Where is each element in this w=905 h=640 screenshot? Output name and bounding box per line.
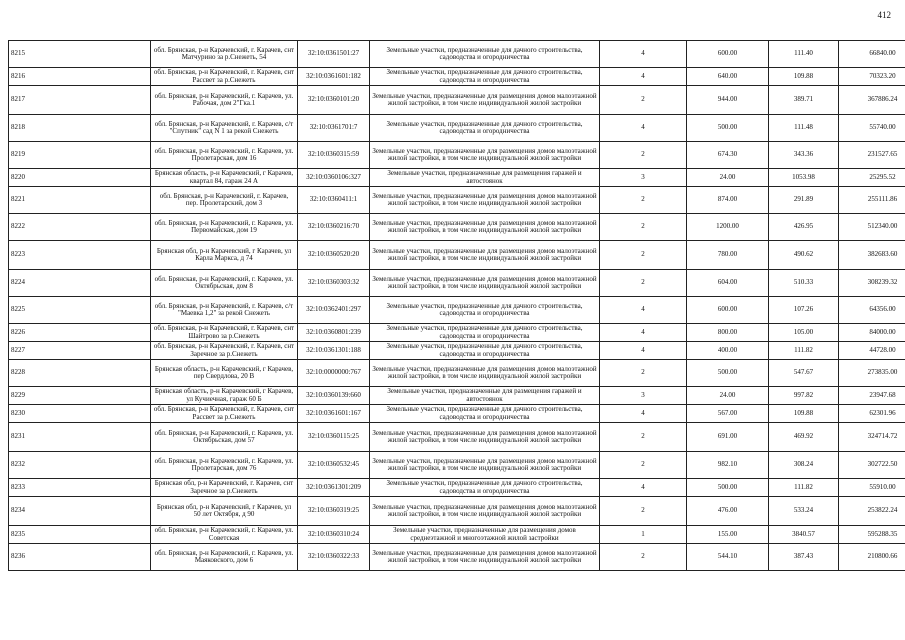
- land-use-cell: Земельные участки, предназначенные для размещения домов малоэтажной жилой застройки, в том числе индивидуальной жилой застройки: [370, 187, 600, 214]
- cadastral-number-cell: 32:10:0360520:20: [298, 241, 370, 270]
- specific-value-cell: 109.88: [769, 405, 839, 423]
- address-cell: обл. Брянская, р-н Карачевский, г. Карачев, снт Заречное за р.Снежеть: [151, 342, 298, 360]
- address-cell: обл. Брянская, р-н Карачевский, г. Карачев, ул. Маяковского, дом 6: [151, 544, 298, 571]
- table-row: [9, 544, 905, 571]
- cadastral-value-cell: 308239.32: [839, 270, 905, 297]
- land-use-cell: Земельные участки, предназначенные для размещения домов малоэтажной жилой застройки, в том числе индивидуальной жилой застройки: [370, 241, 600, 270]
- address-cell: обл. Брянская, р-н Карачевский, г. Карачев, ул. Пролетарская, дом 76: [151, 452, 298, 479]
- address-cell: обл. Брянская, р-н Карачевский, г. Карачев, ул. Октябрьская, дом 8: [151, 270, 298, 297]
- land-use-cell: Земельные участки, предназначенные для размещения домов малоэтажной жилой застройки, в том числе индивидуальной жилой застройки: [370, 142, 600, 169]
- table-row: [9, 86, 905, 115]
- group-cell: 4: [600, 405, 687, 423]
- specific-value-cell: 109.88: [769, 68, 839, 86]
- table-row: [9, 405, 905, 423]
- cadastral-value-cell: 253822.24: [839, 497, 905, 526]
- group-cell: 2: [600, 241, 687, 270]
- cadastral-number-cell: 32:10:0362401:297: [298, 297, 370, 324]
- land-use-cell: Земельные участки, предназначенные для размещения домов среднеэтажной и многоэтажной жилой застройки: [370, 526, 600, 544]
- specific-value-cell: 111.48: [769, 115, 839, 142]
- area-cell: 500.00: [687, 360, 769, 387]
- group-cell: 2: [600, 452, 687, 479]
- group-cell: 2: [600, 497, 687, 526]
- cadastral-value-cell: 231527.65: [839, 142, 905, 169]
- cadastral-value-cell: 66840.00: [839, 41, 905, 68]
- group-cell: 4: [600, 115, 687, 142]
- address-cell: обл. Брянская, р-н Карачевский, г. Карачев, ул. Советская: [151, 526, 298, 544]
- row-number: 8223: [9, 241, 151, 270]
- table-row: [9, 452, 905, 479]
- row-number: 8231: [9, 423, 151, 452]
- specific-value-cell: 308.24: [769, 452, 839, 479]
- cadastral-value-table: [8, 40, 905, 571]
- specific-value-cell: 389.71: [769, 86, 839, 115]
- land-use-cell: Земельные участки, предназначенные для размещения домов малоэтажной жилой застройки, в том числе индивидуальной жилой застройки: [370, 214, 600, 241]
- group-cell: 4: [600, 297, 687, 324]
- cadastral-value-cell: 55740.00: [839, 115, 905, 142]
- cadastral-value-cell: 64356.00: [839, 297, 905, 324]
- group-cell: 2: [600, 360, 687, 387]
- row-number: 8236: [9, 544, 151, 571]
- address-cell: обл. Брянская, р-н Карачевский, г. Карачев, снт Рассвет за р.Снежеть: [151, 405, 298, 423]
- row-number: 8224: [9, 270, 151, 297]
- specific-value-cell: 111.40: [769, 41, 839, 68]
- address-cell: Брянская обл, р-н Карачевский, г. Карачев, снт Заречное за р.Снежеть: [151, 479, 298, 497]
- specific-value-cell: 426.95: [769, 214, 839, 241]
- cadastral-number-cell: 32:10:0360322:33: [298, 544, 370, 571]
- cadastral-value-cell: 273835.00: [839, 360, 905, 387]
- address-cell: обл. Брянская, р-н Карачевский, г. Карачев, ул. Пролетарская, дом 16: [151, 142, 298, 169]
- row-number: 8232: [9, 452, 151, 479]
- area-cell: 24.00: [687, 169, 769, 187]
- specific-value-cell: 533.24: [769, 497, 839, 526]
- specific-value-cell: 469.92: [769, 423, 839, 452]
- cadastral-value-cell: 367886.24: [839, 86, 905, 115]
- cadastral-number-cell: 32:10:0360303:32: [298, 270, 370, 297]
- land-use-cell: Земельные участки, предназначенные для размещения домов малоэтажной жилой застройки, в том числе индивидуальной жилой застройки: [370, 360, 600, 387]
- cadastral-value-cell: 210800.66: [839, 544, 905, 571]
- cadastral-number-cell: 32:10:0361301:209: [298, 479, 370, 497]
- cadastral-number-cell: 32:10:0361601:167: [298, 405, 370, 423]
- row-number: 8233: [9, 479, 151, 497]
- specific-value-cell: 547.67: [769, 360, 839, 387]
- land-use-cell: Земельные участки, предназначенные для дачного строительства, садоводства и огородничества: [370, 115, 600, 142]
- address-cell: Брянская область, р-н Карачевский, г Карачев, пер Свердлова, 20 В: [151, 360, 298, 387]
- row-number: 8230: [9, 405, 151, 423]
- group-cell: 2: [600, 187, 687, 214]
- cadastral-number-cell: 32:10:0361701:7: [298, 115, 370, 142]
- cadastral-number-cell: 32:10:0000000:767: [298, 360, 370, 387]
- specific-value-cell: 291.89: [769, 187, 839, 214]
- group-cell: 4: [600, 479, 687, 497]
- land-use-cell: Земельные участки, предназначенные для размещения домов малоэтажной жилой застройки, в том числе индивидуальной жилой застройки: [370, 497, 600, 526]
- address-cell: обл. Брянская, р-н Карачевский, г. Карачев, ул. Октябрьская, дом 57: [151, 423, 298, 452]
- address-cell: обл. Брянская, р-н Карачевский, г. Карачев, снт Рассвет за р.Снежеть: [151, 68, 298, 86]
- cadastral-value-cell: 595288.35: [839, 526, 905, 544]
- land-use-cell: Земельные участки, предназначенные для размещения домов малоэтажной жилой застройки, в том числе индивидуальной жилой застройки: [370, 452, 600, 479]
- row-number: 8219: [9, 142, 151, 169]
- specific-value-cell: 490.62: [769, 241, 839, 270]
- land-use-cell: Земельные участки, предназначенные для дачного строительства, садоводства и огородничества: [370, 342, 600, 360]
- table-row: [9, 241, 905, 270]
- specific-value-cell: 107.26: [769, 297, 839, 324]
- table-row: [9, 169, 905, 187]
- table-row: [9, 115, 905, 142]
- area-cell: 476.00: [687, 497, 769, 526]
- area-cell: 640.00: [687, 68, 769, 86]
- area-cell: 500.00: [687, 115, 769, 142]
- cadastral-value-cell: 84000.00: [839, 324, 905, 342]
- specific-value-cell: 1053.98: [769, 169, 839, 187]
- cadastral-number-cell: 32:10:0360139:660: [298, 387, 370, 405]
- address-cell: обл. Брянская, р-н Карачевский, г. Карачев, с/т "Спутник" сад N 1 за рекой Снежеть: [151, 115, 298, 142]
- area-cell: 1200.00: [687, 214, 769, 241]
- cadastral-number-cell: 32:10:0361601:182: [298, 68, 370, 86]
- cadastral-number-cell: 32:10:0360319:25: [298, 497, 370, 526]
- area-cell: 674.30: [687, 142, 769, 169]
- table-row: [9, 214, 905, 241]
- area-cell: 604.00: [687, 270, 769, 297]
- cadastral-number-cell: 32:10:0360115:25: [298, 423, 370, 452]
- address-cell: обл. Брянская, р-н Карачевский, г. Карачев, с/т "Маевка 1,2" за рекой Снежеть: [151, 297, 298, 324]
- table-row: [9, 526, 905, 544]
- area-cell: 780.00: [687, 241, 769, 270]
- table-row: [9, 342, 905, 360]
- address-cell: обл. Брянская, р-н Карачевский, г. Карачев, ул. Рабочая, дом 2"Гка.1: [151, 86, 298, 115]
- cadastral-value-cell: 55910.00: [839, 479, 905, 497]
- address-cell: Брянская область, р-н Карачевский, г Карачев, квартал 84, гараж 24 А: [151, 169, 298, 187]
- area-cell: 544.10: [687, 544, 769, 571]
- area-cell: 155.00: [687, 526, 769, 544]
- group-cell: 1: [600, 526, 687, 544]
- cadastral-value-cell: 302722.50: [839, 452, 905, 479]
- group-cell: 2: [600, 214, 687, 241]
- cadastral-number-cell: 32:10:0360532:45: [298, 452, 370, 479]
- table-row: [9, 423, 905, 452]
- cadastral-number-cell: 32:10:0360216:70: [298, 214, 370, 241]
- table-row: [9, 497, 905, 526]
- land-use-cell: Земельные участки, предназначенные для размещения гаражей и автостоянок: [370, 387, 600, 405]
- group-cell: 2: [600, 142, 687, 169]
- cadastral-number-cell: 32:10:0360310:24: [298, 526, 370, 544]
- cadastral-number-cell: 32:10:0360101:20: [298, 86, 370, 115]
- land-use-cell: Земельные участки, предназначенные для дачного строительства, садоводства и огородничества: [370, 41, 600, 68]
- table-row: [9, 270, 905, 297]
- row-number: 8229: [9, 387, 151, 405]
- table-row: [9, 324, 905, 342]
- address-cell: обл. Брянская, р-н Карачевский, г. Карачев, пер. Пролетарский, дом 3: [151, 187, 298, 214]
- address-cell: Брянская обл, р-н Карачевский, г Карачев, ул 50 лет Октября, д 90: [151, 497, 298, 526]
- row-number: 8222: [9, 214, 151, 241]
- land-use-cell: Земельные участки, предназначенные для размещения домов малоэтажной жилой застройки, в том числе индивидуальной жилой застройки: [370, 86, 600, 115]
- area-cell: 600.00: [687, 41, 769, 68]
- address-cell: обл. Брянская, р-н Карачевский, г. Карачев, ул. Первомайская, дом 19: [151, 214, 298, 241]
- row-number: 8225: [9, 297, 151, 324]
- group-cell: 4: [600, 342, 687, 360]
- row-number: 8220: [9, 169, 151, 187]
- specific-value-cell: 111.82: [769, 342, 839, 360]
- area-cell: 24.00: [687, 387, 769, 405]
- area-cell: 400.00: [687, 342, 769, 360]
- group-cell: 2: [600, 270, 687, 297]
- cadastral-value-cell: 44728.00: [839, 342, 905, 360]
- land-use-cell: Земельные участки, предназначенные для размещения домов малоэтажной жилой застройки, в том числе индивидуальной жилой застройки: [370, 423, 600, 452]
- cadastral-number-cell: 32:10:0360106:327: [298, 169, 370, 187]
- land-use-cell: Земельные участки, предназначенные для дачного строительства, садоводства и огородничества: [370, 68, 600, 86]
- area-cell: 600.00: [687, 297, 769, 324]
- row-number: 8235: [9, 526, 151, 544]
- table-row: [9, 68, 905, 86]
- group-cell: 2: [600, 423, 687, 452]
- cadastral-number-cell: 32:10:0360411:1: [298, 187, 370, 214]
- row-number: 8218: [9, 115, 151, 142]
- cadastral-value-cell: 382683.60: [839, 241, 905, 270]
- land-use-cell: Земельные участки, предназначенные для размещения домов малоэтажной жилой застройки, в том числе индивидуальной жилой застройки: [370, 544, 600, 571]
- group-cell: 2: [600, 544, 687, 571]
- area-cell: 691.00: [687, 423, 769, 452]
- group-cell: 3: [600, 387, 687, 405]
- address-cell: обл. Брянская, р-н Карачевский, г. Карачев, снт Шайтрово за р.Снежеть: [151, 324, 298, 342]
- table-row: [9, 142, 905, 169]
- land-use-cell: Земельные участки, предназначенные для дачного строительства, садоводства и огородничества: [370, 324, 600, 342]
- table-row: [9, 479, 905, 497]
- table-row: [9, 187, 905, 214]
- specific-value-cell: 387.43: [769, 544, 839, 571]
- specific-value-cell: 997.82: [769, 387, 839, 405]
- land-use-cell: Земельные участки, предназначенные для дачного строительства, садоводства и огородничества: [370, 479, 600, 497]
- table-row: [9, 297, 905, 324]
- page-number: 412: [877, 10, 891, 20]
- cadastral-number-cell: 32:10:0360801:239: [298, 324, 370, 342]
- table-row: [9, 387, 905, 405]
- specific-value-cell: 105.00: [769, 324, 839, 342]
- specific-value-cell: 111.82: [769, 479, 839, 497]
- row-number: 8215: [9, 41, 151, 68]
- cadastral-value-cell: 70323.20: [839, 68, 905, 86]
- cadastral-number-cell: 32:10:0361501:27: [298, 41, 370, 68]
- row-number: 8228: [9, 360, 151, 387]
- address-cell: обл. Брянская, р-н Карачевский, г. Карачев, снт Матчурино за р.Снежеть, 54: [151, 41, 298, 68]
- cadastral-value-cell: 25295.52: [839, 169, 905, 187]
- area-cell: 567.00: [687, 405, 769, 423]
- cadastral-value-cell: 62301.96: [839, 405, 905, 423]
- row-number: 8227: [9, 342, 151, 360]
- land-use-cell: Земельные участки, предназначенные для дачного строительства, садоводства и огородничества: [370, 405, 600, 423]
- area-cell: 944.00: [687, 86, 769, 115]
- address-cell: Брянская область, р-н Карачевский, г Карачев, ул Кучиечная, гараж 60 Б: [151, 387, 298, 405]
- address-cell: Брянская обл, р-н Карачевский, г Карачев, ул Карла Маркса, д 74: [151, 241, 298, 270]
- table-row: [9, 41, 905, 68]
- group-cell: 4: [600, 41, 687, 68]
- specific-value-cell: 3840.57: [769, 526, 839, 544]
- row-number: 8234: [9, 497, 151, 526]
- group-cell: 2: [600, 86, 687, 115]
- table-row: [9, 360, 905, 387]
- row-number: 8221: [9, 187, 151, 214]
- land-use-cell: Земельные участки, предназначенные для размещения домов малоэтажной жилой застройки, в том числе индивидуальной жилой застройки: [370, 270, 600, 297]
- area-cell: 800.00: [687, 324, 769, 342]
- area-cell: 982.10: [687, 452, 769, 479]
- row-number: 8226: [9, 324, 151, 342]
- cadastral-value-cell: 512340.00: [839, 214, 905, 241]
- specific-value-cell: 510.33: [769, 270, 839, 297]
- group-cell: 4: [600, 68, 687, 86]
- cadastral-value-cell: 324714.72: [839, 423, 905, 452]
- row-number: 8217: [9, 86, 151, 115]
- area-cell: 500.00: [687, 479, 769, 497]
- row-number: 8216: [9, 68, 151, 86]
- group-cell: 3: [600, 169, 687, 187]
- cadastral-number-cell: 32:10:0361301:188: [298, 342, 370, 360]
- specific-value-cell: 343.36: [769, 142, 839, 169]
- area-cell: 874.00: [687, 187, 769, 214]
- land-use-cell: Земельные участки, предназначенные для размещения гаражей и автостоянок: [370, 169, 600, 187]
- cadastral-number-cell: 32:10:0360315:59: [298, 142, 370, 169]
- group-cell: 4: [600, 324, 687, 342]
- cadastral-value-cell: 23947.68: [839, 387, 905, 405]
- land-use-cell: Земельные участки, предназначенные для дачного строительства, садоводства и огородничества: [370, 297, 600, 324]
- cadastral-value-cell: 255111.86: [839, 187, 905, 214]
